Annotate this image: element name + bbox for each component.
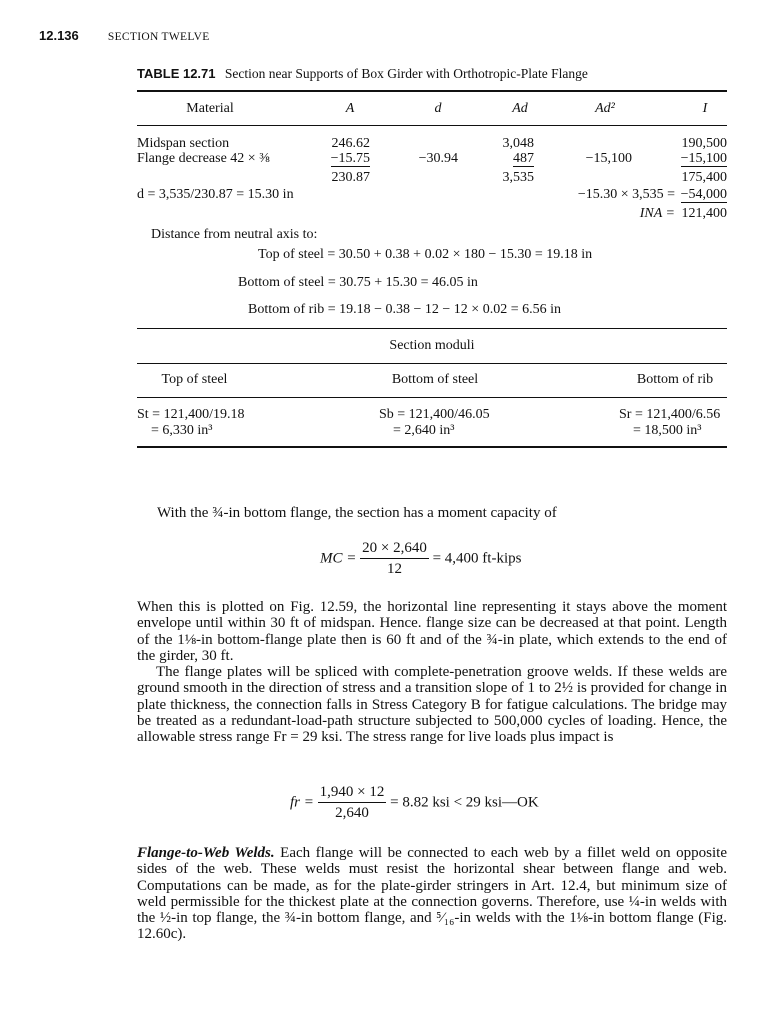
row-a: −15.75 (330, 151, 370, 166)
row-i: −15,100 (680, 151, 727, 166)
moduli-heading: Section moduli (389, 338, 475, 353)
equation-rhs: = 8.82 ksi < 29 ksi—OK (390, 794, 539, 811)
table-caption (137, 66, 588, 82)
moduli-heading-rule (137, 363, 727, 364)
col-header-d: d (434, 101, 442, 116)
ina-value: 121,400 (681, 206, 727, 221)
row-d: −30.94 (418, 151, 458, 166)
paragraph-heading: Flange-to-Web Welds. (137, 845, 275, 861)
moduli-header-rule (137, 397, 727, 398)
modulus-top-line2: = 6,330 in³ (151, 423, 213, 438)
d-calculation: d = 3,535/230.87 = 15.30 in (137, 187, 294, 202)
correction-value: −54,000 (680, 187, 727, 202)
modulus-top-line1: St = 121,400/19.18 (137, 407, 245, 422)
paragraph: When this is plotted on Fig. 12.59, the horizontal line representing it stays above the moment envelope until within 30 ft of midspan. Hence. flange size can be decreased at that point. Length of the 1⅛-in bottom-flange plate then is 60 ft and of the ¾-in plate, which extends to the end of the girder, 30 ft. (137, 599, 727, 664)
table-bottom-rule (137, 446, 727, 448)
fraction-denominator: 12 (386, 561, 402, 577)
col-header-a: A (345, 101, 355, 116)
moduli-col-rib: Bottom of rib (636, 372, 714, 387)
table-title: Section near Supports of Box Girder with Orthotropic-Plate Flange (224, 66, 588, 81)
weld-paragraph (137, 845, 727, 943)
moment-intro: With the ¾-in bottom flange, the section has a moment capacity of (157, 505, 557, 521)
equation-fraction (360, 540, 429, 578)
row-i-total: 175,400 (681, 170, 727, 185)
modulus-bottom-line1: Sb = 121,400/46.05 (379, 407, 490, 422)
table-number: TABLE 12.71 (137, 66, 216, 81)
table-top-rule (137, 90, 727, 92)
body-paragraphs (137, 599, 727, 746)
paragraph: The flange plates will be spliced with complete-penetration groove welds. If these welds are ground smooth in the direction of stress and a transition slope of 1 to 2½ is provided for change in plate thickness, the connection falls in Stress Category B for fatigue calculations. The bridge may be treated as a redundant-load-path structure subjected to 500,000 cycles of loading. Hence, the allowable stress range Fr = 29 ksi. The stress range for live loads plus impact is (137, 664, 727, 746)
row-ad-total: 3,535 (502, 170, 534, 185)
row-i: 190,500 (681, 136, 727, 151)
modulus-bottom-line2: = 2,640 in³ (393, 423, 455, 438)
equation-lhs: MC = (320, 550, 357, 567)
modulus-top (137, 407, 244, 439)
distance-bottom-of-steel: Bottom of steel = 30.75 + 15.30 = 46.05 in (238, 275, 478, 290)
moduli-col-top: Top of steel (161, 372, 228, 387)
row-a: 246.62 (331, 136, 370, 151)
modulus-rib-line2: = 18,500 in³ (633, 423, 702, 438)
row-a-total: 230.87 (331, 170, 370, 185)
col-header-i: I (702, 101, 708, 116)
col-header-ad: Ad (512, 101, 528, 116)
fraction-numerator: 20 × 2,640 (360, 540, 429, 559)
equation-stress-range (290, 784, 539, 822)
equation-rhs: = 4,400 ft-kips (432, 550, 522, 567)
col-header-ad2: Ad² (595, 101, 615, 116)
distance-top-of-steel: Top of steel = 30.50 + 0.38 + 0.02 × 180 − 15.30 = 19.18 in (258, 247, 593, 262)
col-header-material: Material (186, 101, 234, 116)
modulus-rib-line1: Sr = 121,400/6.56 (619, 407, 721, 422)
paragraph: Each flange will be connected to each web by a fillet weld on opposite sides of the web. These welds must resist the horizontal shear between flange and web. Computations can be made, as for the plate-girder stringers in Art. 12.4, but minimum size of weld permissible for the thickest plate at the connection governs. Therefore, use ¼-in welds with the ½-in top flange, the ¾-in bottom flange, and ⁵⁄₁₆-in welds with the 1⅛-in bottom flange (Fig. 12.60c). (137, 845, 728, 943)
page-number: 12.136 (39, 28, 79, 43)
row-ad2: −15,100 (585, 151, 632, 166)
equation-moment (320, 540, 521, 578)
modulus-rib (619, 407, 720, 439)
table-header-rule (137, 125, 727, 126)
fraction-numerator: 1,940 × 12 (318, 784, 387, 803)
distance-heading: Distance from neutral axis to: (151, 227, 318, 242)
row-material: Midspan section (137, 136, 230, 151)
modulus-bottom-steel (379, 407, 490, 439)
moduli-top-rule (137, 328, 727, 329)
running-header (39, 28, 210, 44)
correction-expression: −15.30 × 3,535 = (577, 187, 675, 202)
distance-bottom-of-rib: Bottom of rib = 19.18 − 0.38 − 12 − 12 × 0.02 = 6.56 in (248, 302, 561, 317)
fraction-denominator: 2,640 (335, 805, 369, 821)
equation-fraction (318, 784, 387, 822)
moduli-col-bottom-steel: Bottom of steel (391, 372, 479, 387)
ina-label: INA = (639, 206, 675, 221)
section-title: SECTION TWELVE (107, 31, 210, 43)
row-material: Flange decrease 42 × ⅜ (137, 151, 270, 166)
row-ad: 487 (513, 151, 534, 166)
equation-lhs: fr = (290, 794, 314, 811)
row-ad: 3,048 (502, 136, 534, 151)
